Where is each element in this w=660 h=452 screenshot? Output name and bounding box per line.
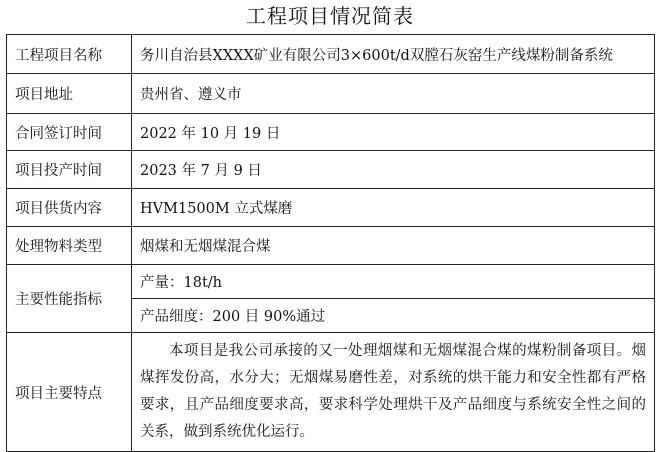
value-contract-date: 2022 年 10 月 19 日 [132,114,655,151]
project-info-table [6,34,655,452]
label-project-name: 工程项目名称 [7,35,132,74]
table-row-contract-date [7,114,655,151]
table-row-material [7,227,655,265]
table-row-features [7,333,655,452]
value-supply: HVM1500M 立式煤磨 [132,189,655,227]
table-row-performance-output [7,265,655,299]
label-address: 项目地址 [7,74,132,114]
value-project-name: 务川自治县XXXX矿业有限公司3×600t/d双膛石灰窑生产线煤粉制备系统 [132,35,655,74]
label-commission-date: 项目投产时间 [7,151,132,189]
table-row-supply [7,189,655,227]
value-address: 贵州省、遵义市 [132,74,655,114]
label-material: 处理物料类型 [7,227,132,265]
value-features: 本项目是我公司承接的又一处理烟煤和无烟煤混合煤的煤粉制备项目。烟煤挥发份高，水分大；无烟煤易磨性差，对系统的烘干能力和安全性都有严格要求，且产品细度要求高，要求科学处理烘干及产品细度与系统安全性之间的关系，做到系统优化运行。 [132,333,655,452]
label-contract-date: 合同签订时间 [7,114,132,151]
label-performance: 主要性能指标 [7,265,132,333]
value-fineness: 产品细度：200 目 90%通过 [132,299,655,333]
table-row-project-name [7,35,655,74]
document-title: 工程项目情况简表 [246,4,414,28]
value-material: 烟煤和无烟煤混合煤 [132,227,655,265]
value-output: 产量：18t/h [132,265,655,299]
table-row-address [7,74,655,114]
label-features: 项目主要特点 [7,333,132,452]
value-commission-date: 2023 年 7 月 9 日 [132,151,655,189]
label-supply: 项目供货内容 [7,189,132,227]
table-row-commission-date [7,151,655,189]
